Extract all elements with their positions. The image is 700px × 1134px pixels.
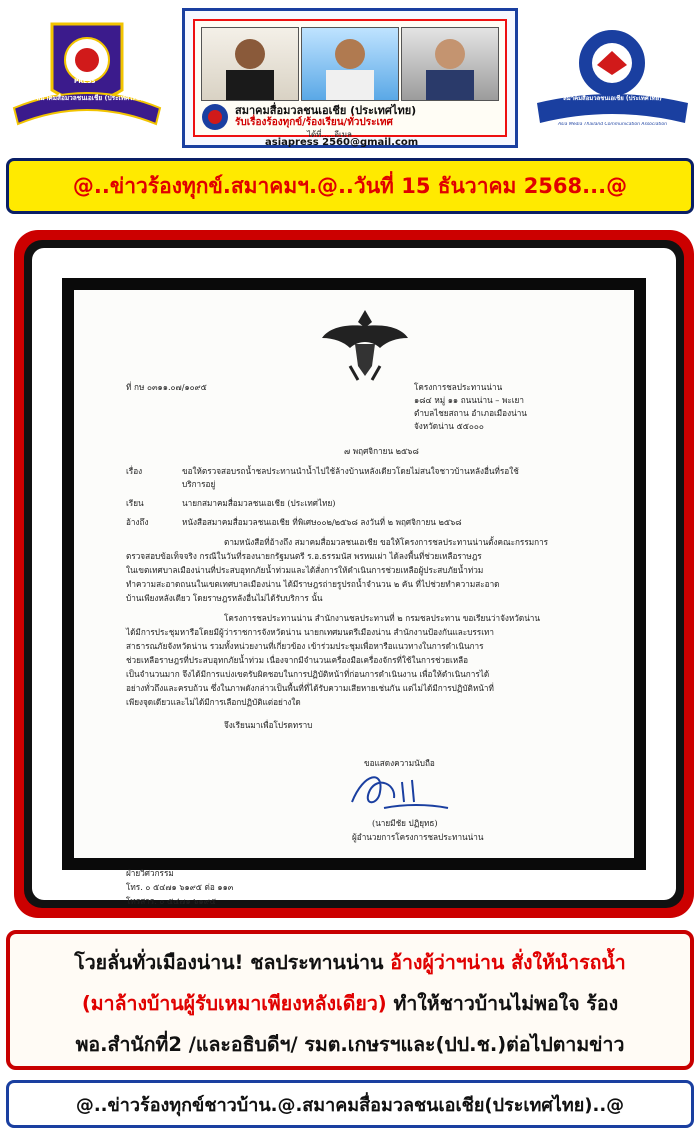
portrait-2 <box>301 27 399 101</box>
left-badge-text: สมาคมสื่อมวลชนเอเชีย (ประเทศไทย) <box>36 94 144 102</box>
association-badge-right-icon <box>535 25 690 130</box>
letter-frame <box>14 230 694 918</box>
para1-line: ทำความสะอาดถนนในเขตเทศบาลเมืองน่าน ได้มีราษฎรถ่ายรูปรถน้ำจำนวน ๒ คัน ที่ไปช่วยทำความสะอาด <box>126 579 500 589</box>
para2-line: สาธารณภัยจังหวัดน่าน รวมทั้งหน่วยงานที่เกี่ยวข้อง เข้าร่วมประชุมเพื่อหารือแนวทางในการดำเนินการ <box>126 641 484 651</box>
date-bar <box>6 158 694 214</box>
telephone: โทร. ๐ ๕๔๗๑ ๖๑๙๕ ต่อ ๑๑๓ <box>126 882 234 892</box>
left-badge-sub: PRESS <box>74 78 96 85</box>
ref-number: ที่ กษ ๐๓๑๑.๐๗/๑๐๙๕ <box>126 382 207 392</box>
footer-bar <box>6 1080 694 1128</box>
headline-line1-b: อ้างผู้ว่าฯน่าน สั่งให้นำรถน้ำ <box>390 951 626 974</box>
garuda-emblem-icon <box>320 304 410 384</box>
person-3-icon <box>402 28 498 100</box>
para2-line: เพียงจุดเดียวและไม่ได้มีการเลือกปฏิบัติแต่อย่างใด <box>126 697 301 707</box>
sender-org: โครงการชลประทานน่าน <box>414 382 503 392</box>
portrait-1 <box>201 27 299 101</box>
banner-line2: รับเรื่องร้องทุกข์/ร้องเรียน/ทั่วประเทศ <box>235 117 393 128</box>
headline-line1-a: โวยลั่นทั่วเมืองน่าน! ชลประทานน่าน <box>74 951 391 974</box>
headline-line2-b: ทำให้ชาวบ้านไม่พอใจ ร้อง <box>386 992 619 1015</box>
association-badge-left-icon <box>12 20 162 132</box>
right-badge-text: สมาคมสื่อมวลชนเอเชีย (ประเทศไทย) <box>563 95 662 102</box>
signer-title: ผู้อำนวยการโครงการชลประทานน่าน <box>352 832 484 842</box>
footer-text: @..ข่าวร้องทุกข์ชาวบ้าน.@.สมาคมสื่อมวลชนเอเชีย(ประเทศไทย)..@ <box>75 1094 625 1116</box>
signature-icon <box>344 762 454 818</box>
person-1-icon <box>202 28 298 100</box>
subject-label: เรื่อง <box>126 466 143 476</box>
right-badge-sub: Asia Media Thailand Communication Association <box>557 122 668 127</box>
para1-line: บ้านเพียงหลังเดียว โดยราษฎรหลังอื่นไม่ได้รับบริการ นั้น <box>126 593 323 603</box>
subject-line1: ขอให้ตรวจสอบรถน้ำชลประทานนำน้ำไปใช้ล้างบ้านหลังเดียวโดยไม่สนใจชาวบ้านหลังอื่นที่รอใช้ <box>182 466 519 476</box>
regards: ขอแสดงความนับถือ <box>364 758 435 768</box>
sender-addr1: ๑๘๔ หมู่ ๑๑ ถนนน่าน – พะเยา <box>414 395 524 405</box>
person-2-icon <box>302 28 398 100</box>
official-letter <box>74 290 634 906</box>
para2-line: ช่วยเหลือราษฎรที่ประสบอุทกภัยน้ำท่วม เนื่องจากมีจำนวนเครื่องมือเครื่องจักรที่ใช้ในการช่วยเหลือ <box>126 655 469 665</box>
headline-line3: พอ.สำนักที่2 /และอธิบดีฯ/ รมต.เกษรฯและ(ปป.ช.)ต่อไปตามข่าว <box>75 1033 625 1056</box>
banner-logo-icon <box>201 103 229 131</box>
banner-line1: สมาคมสื่อมวลชนเอเชีย (ประเทศไทย) <box>235 104 417 117</box>
headline-line2-a: (มาล้างบ้านผู้รับเหมาเพียงหลังเดียว) <box>81 992 387 1015</box>
department: ฝ่ายวิศวกรรม <box>126 868 174 878</box>
contact-banner <box>182 8 518 148</box>
ref-text: หนังสือสมาคมสื่อมวลชนเอเชีย ที่พิเศษ๐๐๒/๒๕๖๘ ลงวันที่ ๒ พฤศจิกายน ๒๕๖๘ <box>182 517 462 527</box>
para2-line: เป็นจำนวนมาก จึงได้มีการแบ่งเขตรับผิดชอบในการปฏิบัติหน้าที่ก่อนการดำเนินงาน เพื่อให้ดำเนินการได้ <box>126 669 490 679</box>
ref-label: อ้างถึง <box>126 517 149 527</box>
signer-name: (นายมีชัย ปฏิยุทธ) <box>372 818 438 828</box>
banner-email[interactable]: asiapress 2560@gmail.com <box>265 137 419 148</box>
letter-date: ๗ พฤศจิกายน ๒๕๖๘ <box>344 446 419 456</box>
para1-line: ตามหนังสือที่อ้างถึง สมาคมสื่อมวลชนเอเชีย ขอให้โครงการชลประทานน่านตั้งคณะกรรมการ <box>224 537 549 547</box>
headline-line1 <box>20 942 680 983</box>
sender-addr3: จังหวัดน่าน ๕๕๐๐๐ <box>414 421 484 431</box>
fax: โทรสาร. ๐ ๕๔๗๑ ๖๑๙๕ <box>126 896 216 906</box>
to-recipient: นายกสมาคมสื่อมวลชนเอเชีย (ประเทศไทย) <box>182 498 336 508</box>
portrait-3 <box>401 27 499 101</box>
subject-line2: บริการอยู่ <box>182 479 216 489</box>
para2-line: อย่างทั่วถึงและครบถ้วน ซึ่งในภาพดังกล่าวเป็นพื้นที่ที่ได้รับความเสียหายเช่นกัน แต่ไม่ได้มีการปฏิบัติหน้าที่ <box>126 683 494 693</box>
para1-line: ตรวจสอบข้อเท็จจริง กรณีในวันที่รองนายกรัฐมนตรี ร.อ.ธรรมนัส พรหมเผ่า ได้ลงพื้นที่ช่วยเหลือราษฎร <box>126 551 482 561</box>
para2-line: ได้มีการประชุมหารือโดยมีผู้ว่าราชการจังหวัดน่าน นายกเทศมนตรีเมืองน่าน สำนักงานป้องกันและบรรเทา <box>126 627 494 637</box>
header <box>0 0 700 150</box>
para2-line: โครงการชลประทานน่าน สำนักงานชลประทานที่ ๒ กรมชลประทาน ขอเรียนว่าจังหวัดน่าน <box>224 613 540 623</box>
news-headline <box>6 930 694 1070</box>
to-label: เรียน <box>126 498 144 508</box>
closing: จึงเรียนมาเพื่อโปรดทราบ <box>224 720 313 730</box>
headline-line2 <box>20 983 680 1024</box>
sender-addr2: ตำบลไชยสถาน อำเภอเมืองน่าน <box>414 408 527 418</box>
banner-line3: ได้ที่.....อีเมล <box>307 130 352 139</box>
para1-line: ในเขตเทศบาลเมืองน่านที่ประสบอุทกภัยน้ำท่วมและได้สั่งการให้ดำเนินการช่วยเหลือผู้ประสบภัยน้ำท่วม <box>126 565 484 575</box>
date-bar-text: @..ข่าวร้องทุกข์.สมาคมฯ.@..วันที่ 15 ธันวาคม 2568...@ <box>72 173 628 198</box>
